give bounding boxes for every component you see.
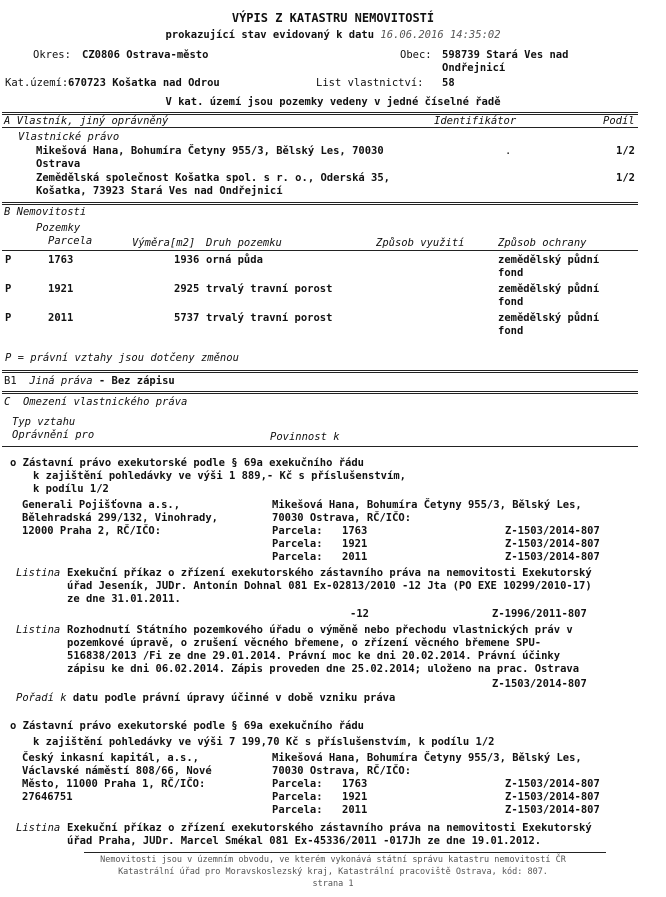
katuzemi-note: V kat. území jsou pozemky vedeny v jedné číselné řadě [165, 96, 501, 108]
col-podil: Podíl [603, 115, 635, 127]
report-date: 16.06.2016 14:35:02 [380, 29, 501, 41]
opravneni-pro-label: Oprávnění pro [12, 429, 95, 441]
footer-line-1: Nemovitosti jsou v územním obvodu, ve kterém vykonává státní správu katastru nemovitostí ČR [100, 855, 566, 865]
owner-1-podil: 1/2 [616, 145, 635, 157]
col-zpusob-vyuziti: Způsob využití [376, 237, 465, 249]
col-parcela: Parcela [48, 235, 93, 247]
owner-1-line2: Ostrava [36, 158, 81, 170]
footer-line [84, 852, 606, 853]
col-identifikator: Identifikátor [434, 115, 517, 127]
col-pozemky: Pozemky [36, 222, 81, 234]
obec-label: Obec: [400, 49, 432, 61]
page-subtitle [0, 29, 666, 42]
col-vymera: Výměra[m2] [132, 237, 196, 249]
footer-line-2: Katastrální úřad pro Moravskoslezský kraj, Katastrální pracoviště Ostrava, kód: 807. [118, 867, 548, 877]
owner-2-line1: Zemědělská společnost Košatka spol. s r. o., Oderská 35, [36, 172, 391, 184]
section-b-divider [2, 202, 638, 205]
obec-value-1: 598739 Stará Ves nad [442, 49, 569, 61]
owner-1-line1: Mikešová Hana, Bohumíra Četyny 955/3, Bělský Les, 70030 [36, 145, 384, 157]
page-number: strana 1 [312, 879, 354, 889]
section-b-header-line [2, 250, 638, 251]
okres-label: Okres: [33, 49, 71, 61]
section-c-header-line [2, 446, 638, 447]
section-a-title: A Vlastník, jiný oprávněný [4, 115, 169, 127]
section-b1-divider [2, 370, 638, 373]
povinnost-k-label: Povinnost k [270, 431, 340, 443]
katuzemi-value: 670723 Košatka nad Odrou [68, 77, 220, 89]
owner-1-ident: . [505, 145, 512, 157]
section-c-divider [2, 391, 638, 394]
p-footnote: P = právní vztahy jsou dotčeny změnou [5, 352, 239, 364]
subtitle-prefix: prokazující stav evidovaný k datu [165, 29, 375, 41]
obec-value-2: Ondřejnicí [442, 62, 506, 74]
owner-2-podil: 1/2 [616, 172, 635, 184]
page-title: VÝPIS Z KATASTRU NEMOVITOSTÍ [231, 11, 435, 25]
section-c-title: C Omezení vlastnického práva [4, 396, 188, 408]
lv-value: 58 [442, 77, 455, 89]
vlastnicke-pravo-label: Vlastnické právo [18, 131, 120, 143]
typ-vztahu-label: Typ vztahu [12, 416, 76, 428]
okres-value: CZ0806 Ostrava-město [82, 49, 209, 61]
lv-label: List vlastnictví: [316, 77, 424, 89]
section-b1-title: B1 Jiná práva - Bez zápisu [4, 375, 175, 387]
section-b-title: B Nemovitosti [4, 206, 87, 218]
col-druh: Druh pozemku [206, 237, 282, 249]
col-zpusob-ochrany: Způsob ochrany [498, 237, 587, 249]
section-a-header-line [2, 127, 638, 128]
owner-2-line2: Košatka, 73923 Stará Ves nad Ondřejnicí [36, 185, 283, 197]
katuzemi-label: Kat.území: [5, 77, 69, 89]
